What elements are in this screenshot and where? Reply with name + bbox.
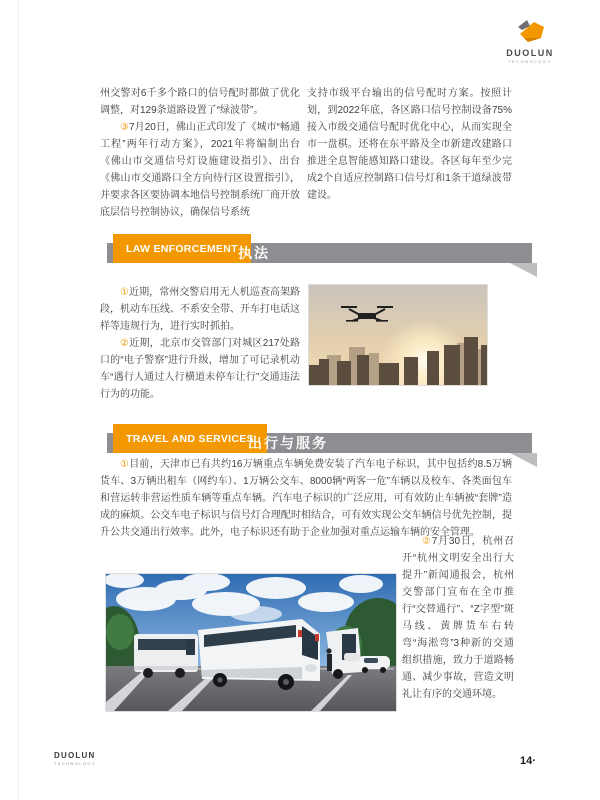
travel-paragraph-wide [100,456,512,541]
law-enforcement-column [100,284,300,403]
drone-photo [308,284,488,386]
law-item-1 [100,284,300,335]
paragraph-text: 7月30日，杭州召开“杭州文明安全出行大提升”新闻通报会，杭州交警部门宣布在全市推行“交替通行”、“Z字型”斑马线、黄牌货车右转弯“海淞弯”3种新的交通组织措施，致力于道路畅通、减少事故，营造文明礼让有序的交通环境。 [402,536,515,700]
intro-paragraph-2 [100,119,300,221]
travel-right-column [402,533,514,703]
paragraph-text: 近期，常州交警启用无人机巡查高架路段，机动车压线、不系安全带、开车打电话这样等违规行为，进行实时抓拍。 [100,287,301,332]
main-bus [198,619,320,690]
intro-paragraph-1: 州交警对6千多个路口的信号配时都做了优化调整，对129条道路设置了“绿波带”。 [100,88,300,116]
footer-duolun-logo [54,751,96,766]
item-bullet: ② [120,338,130,349]
footer-logo-tagline: TECHNOLOGY [54,761,97,766]
item-bullet: ② [422,536,432,547]
item-bullet: ① [120,287,130,298]
travel-item-1 [100,456,512,541]
banner-fold-corner [510,453,537,467]
banner-fold-corner [510,263,537,277]
section-banner-law-enforcement [107,243,532,263]
intro-left-column [100,85,300,221]
logo-wordmark: DUOLUN [506,48,554,58]
left-bus [134,634,198,678]
item-bullet: ① [120,459,130,470]
paragraph-text: 目前，天津市已有共约16万辆重点车辆免费安装了汽车电子标识，其中包括约8.5万辆货车、3万辆出租车（网约车）、1万辆公交车、8000辆“两客一危”车辆以及校车、各类面包车和营运转非营运性质车辆等重点车辆。汽车电子标识的广泛应用，可有效防止车辆被“套牌”造成的麻烦。公交车电子标识与信号灯合理配时相结合，可有效实现公交车辆信号优先控制，提升公共交通出行效率。此外，电子标识还有助于企业加强对重点运输车辆的安全管理。 [100,459,512,538]
buses-photo [105,573,397,712]
section-title-en: LAW ENFORCEMENT [113,234,251,263]
section-banner-travel-services [107,433,532,453]
page-edge-line [18,0,19,800]
paragraph-text: 7月20日，佛山正式印发了《城市“畅通工程”两年行动方案》，2021年将编制出台《佛山市交通信号灯设施建设指引》、出台《佛山市交通路口全方向待行区设置指引》，并要求各区要协调本地信号控制系统厂商开放底层信号控制协议，确保信号系统 [100,122,301,218]
duolun-logo [498,18,562,64]
intro-paragraph-3: 支持市级平台输出的信号配时方案。按照计划，到2022年底，各区路口信号控制设备75%接入市级交通信号配时优化中心，从而实现全市一盘棋。还将在东平路及全市新建改建路口推进全息智能感知路口建设。各区每年至少完成2个自适应控制路口信号灯和1条干道绿波带建设。 [307,88,512,201]
footer-logo-wordmark: DUOLUN [54,751,96,760]
paragraph-text: 近期，北京市交管部门对城区217处路口的“电子警察”进行升级，增加了可记录机动车“遇行人通过人行横道未停车让行”交通违法行为的功能。 [100,338,301,400]
item-bullet: ③ [120,122,130,133]
section-title-zh: 执法 [238,245,270,261]
section-title-zh: 出行与服务 [248,435,328,451]
travel-item-2 [402,533,514,703]
law-item-2 [100,335,300,403]
section-title-en: TRAVEL AND SERVICES [113,424,267,453]
intro-right-column [307,85,512,204]
logo-tagline: TECHNOLOGY [507,59,552,64]
duolun-logo-icon [510,18,550,46]
page-number: 14· [520,755,536,767]
